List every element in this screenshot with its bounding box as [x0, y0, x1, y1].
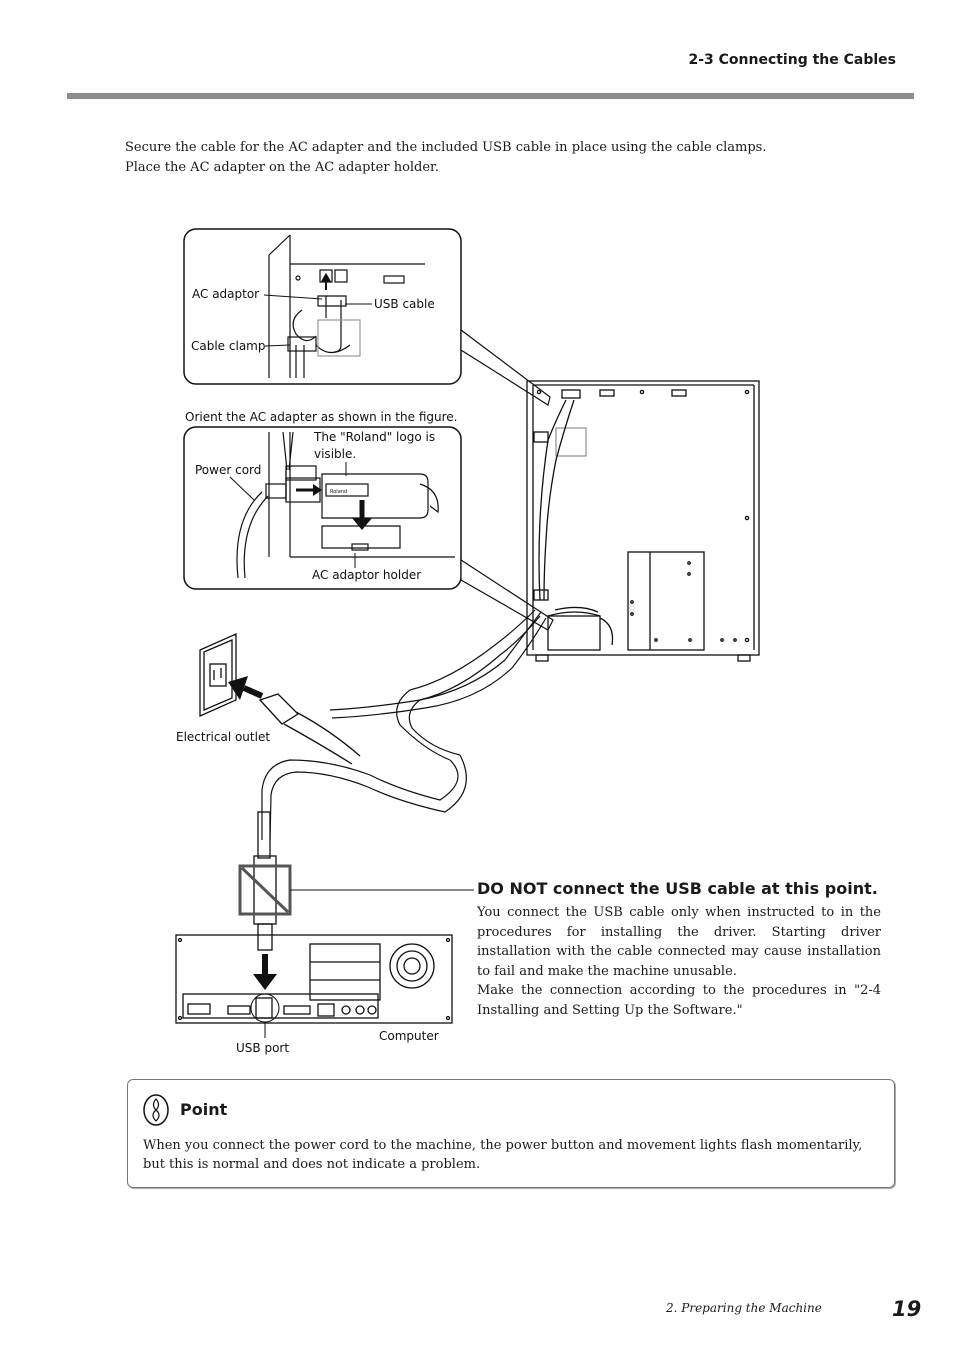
electrical-outlet	[200, 634, 236, 716]
intro-line-2: Place the AC adapter on the AC adapter holder.	[125, 160, 439, 175]
power-plug	[260, 694, 360, 764]
label-logo-note-2: visible.	[314, 447, 357, 461]
label-usb-port: USB port	[236, 1041, 290, 1055]
label-computer: Computer	[379, 1029, 439, 1043]
warning-title: DO NOT connect the USB cable at this point.	[477, 879, 878, 898]
plug-arrow	[228, 676, 262, 700]
point-note-box	[127, 1079, 895, 1188]
page-number: 19	[892, 1297, 922, 1321]
brand-logo-text: Roland	[330, 489, 348, 495]
intro-line-1: Secure the cable for the AC adapter and the included USB cable in place using the cable clamps.	[125, 140, 767, 155]
label-logo-note-1: The "Roland" logo is	[314, 430, 436, 444]
label-power-cord: Power cord	[195, 463, 262, 477]
label-usb-cable: USB cable	[374, 297, 435, 311]
warning-body	[477, 903, 881, 1020]
point-title: Point	[180, 1100, 228, 1119]
computer-rear	[176, 935, 452, 1023]
warning-paragraph-1: You connect the USB cable only when instructed to in the procedures for installing the driver. Starting driver installation with the cable connected may cause installation to fail and make the machine unusable.	[477, 905, 881, 979]
label-orient-note: Orient the AC adapter as shown in the figure.	[185, 410, 458, 424]
usb-down-arrow	[253, 954, 277, 990]
section-title: 2-3 Connecting the Cables	[688, 52, 896, 68]
point-icon	[142, 1093, 170, 1127]
label-electrical-outlet: Electrical outlet	[176, 730, 271, 744]
label-cable-clamp: Cable clamp	[191, 339, 266, 353]
label-ac-adaptor-holder: AC adaptor holder	[312, 568, 422, 582]
power-cord-cable	[330, 612, 546, 718]
warning-paragraph-2: Make the connection according to the procedures in "2-4 Installing and Setting Up the Software."	[477, 983, 881, 1018]
machine-rear-view	[527, 381, 759, 661]
usb-cable-loop	[262, 610, 540, 840]
label-ac-adaptor: AC adaptor	[192, 287, 260, 301]
point-text: When you connect the power cord to the machine, the power button and movement lights flash momentarily, but this is normal and does not indicate a problem.	[143, 1138, 863, 1172]
footer-chapter: 2. Preparing the Machine	[666, 1301, 822, 1315]
prohibited-sign	[240, 866, 290, 914]
